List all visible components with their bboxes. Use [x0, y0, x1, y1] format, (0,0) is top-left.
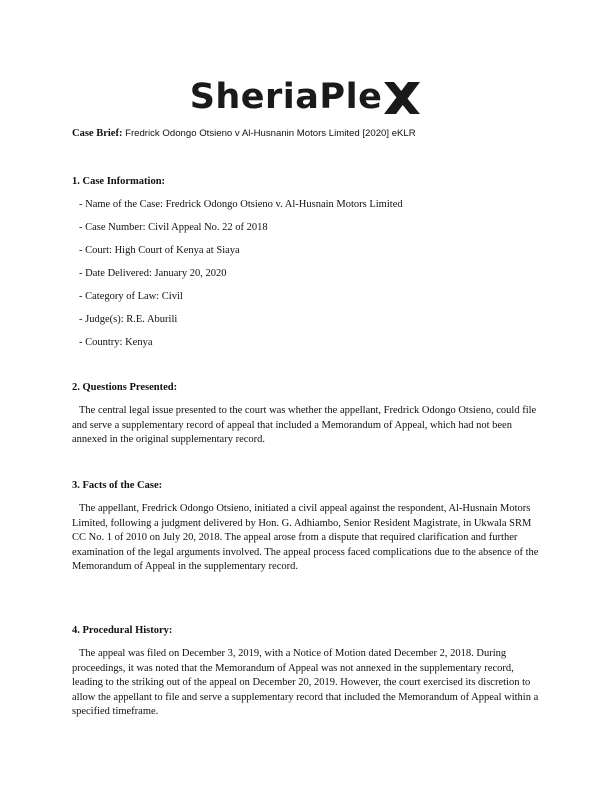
case-brief-line: [72, 128, 416, 139]
questions-presented-text: The central legal issue presented to the court was whether the appellant, Fredrick Odongo Otsieno, could file and serve a supplementary record of appeal that included a Memorandum of Appeal, which had not been annexed in the original supplementary record.: [72, 405, 537, 446]
info-item-category-of-law: - Category of Law: Civil: [79, 291, 183, 302]
case-brief-title: Fredrick Odongo Otsieno v Al-Husnanin Motors Limited [2020] eKLR: [125, 128, 416, 139]
info-item-judges: - Judge(s): R.E. Aburili: [79, 314, 178, 325]
section-heading-facts: 3. Facts of the Case:: [72, 480, 163, 491]
procedural-history-text: The appeal was filed on December 3, 2019, with a Notice of Motion dated December 2, 2018. During proceedings, it was noted that the Memorandum of Appeal was not annexed in the supplementary record, leading to the striking out of the appeal on December 20, 2019. However, the court exercised its discretion to allow the appellant to file and serve a supplementary record that included the Memorandum of Appeal within a specified timeframe.: [72, 648, 539, 718]
logo-text: SheriaPle: [189, 76, 383, 117]
section-heading-procedural-history: 4. Procedural History:: [72, 625, 173, 636]
case-brief-label: Case Brief:: [72, 128, 123, 139]
info-item-court: - Court: High Court of Kenya at Siaya: [79, 245, 240, 256]
logo-x-mark-icon: [382, 80, 422, 116]
logo: [0, 78, 612, 116]
info-item-case-number: - Case Number: Civil Appeal No. 22 of 2018: [79, 222, 268, 233]
info-item-date-delivered: - Date Delivered: January 20, 2020: [79, 268, 227, 279]
info-item-case-name: - Name of the Case: Fredrick Odongo Otsieno v. Al-Husnain Motors Limited: [79, 199, 403, 210]
info-item-country: - Country: Kenya: [79, 337, 153, 348]
facts-text: The appellant, Fredrick Odongo Otsieno, initiated a civil appeal against the respondent, Al-Husnain Motors Limited, following a judgment delivered by Hon. G. Adhiambo, Senior Resident Magistrate, in Ukwala SRM CC No. 1 of 2010 on July 20, 2018. The appeal arose from a dispute that required clarification and further examination of the legal arguments involved. The appeal process faced complications due to the absence of the Memorandum of Appeal in the supplementary record.: [72, 503, 539, 573]
section-heading-case-information: 1. Case Information:: [72, 176, 166, 187]
section-heading-questions-presented: 2. Questions Presented:: [72, 382, 178, 393]
